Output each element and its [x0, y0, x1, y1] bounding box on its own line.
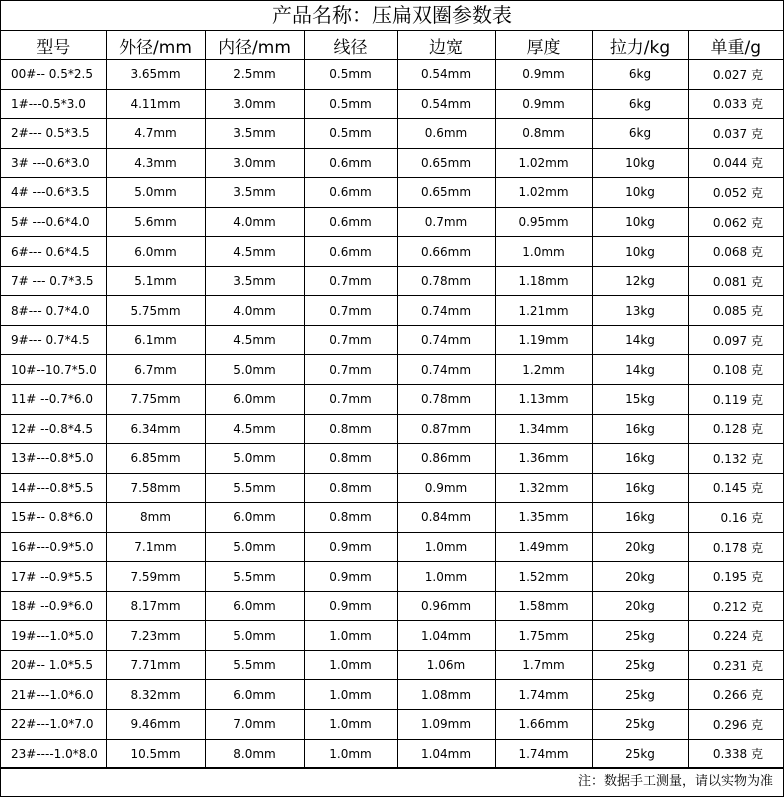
cell-wire-diameter: 1.0mm	[304, 739, 397, 769]
cell-model: 14#---0.8*5.5	[1, 473, 106, 503]
cell-tension: 20kg	[592, 562, 688, 592]
table-row	[1, 89, 783, 119]
cell-outer-diameter: 4.11mm	[106, 89, 205, 119]
cell-thickness: 1.7mm	[495, 650, 592, 680]
cell-tension: 6kg	[592, 60, 688, 90]
table-row	[1, 178, 783, 208]
cell-unit-weight: 0.081 克	[688, 266, 783, 296]
cell-unit-weight: 0.132 克	[688, 444, 783, 474]
cell-edge-width: 1.09mm	[397, 710, 495, 740]
cell-wire-diameter: 0.7mm	[304, 325, 397, 355]
cell-tension: 12kg	[592, 266, 688, 296]
cell-edge-width: 0.65mm	[397, 178, 495, 208]
cell-inner-diameter: 6.0mm	[205, 503, 304, 533]
cell-outer-diameter: 4.7mm	[106, 119, 205, 149]
cell-wire-diameter: 1.0mm	[304, 650, 397, 680]
cell-tension: 16kg	[592, 473, 688, 503]
cell-wire-diameter: 1.0mm	[304, 621, 397, 651]
header-thickness: 厚度	[495, 31, 592, 60]
cell-tension: 14kg	[592, 325, 688, 355]
cell-tension: 25kg	[592, 710, 688, 740]
cell-edge-width: 0.7mm	[397, 207, 495, 237]
cell-unit-weight: 0.195 克	[688, 562, 783, 592]
table-row	[1, 355, 783, 385]
cell-wire-diameter: 0.5mm	[304, 89, 397, 119]
cell-unit-weight: 0.085 克	[688, 296, 783, 326]
cell-thickness: 0.95mm	[495, 207, 592, 237]
cell-unit-weight: 0.178 克	[688, 532, 783, 562]
cell-inner-diameter: 3.5mm	[205, 119, 304, 149]
cell-edge-width: 0.87mm	[397, 414, 495, 444]
cell-thickness: 0.9mm	[495, 60, 592, 90]
cell-unit-weight: 0.145 克	[688, 473, 783, 503]
cell-model: 13#---0.8*5.0	[1, 444, 106, 474]
cell-model: 5# ---0.6*4.0	[1, 207, 106, 237]
cell-unit-weight: 0.044 克	[688, 148, 783, 178]
cell-outer-diameter: 7.58mm	[106, 473, 205, 503]
cell-edge-width: 0.74mm	[397, 355, 495, 385]
cell-edge-width: 0.9mm	[397, 473, 495, 503]
table-row	[1, 296, 783, 326]
cell-tension: 14kg	[592, 355, 688, 385]
cell-edge-width: 0.54mm	[397, 60, 495, 90]
cell-inner-diameter: 5.0mm	[205, 532, 304, 562]
cell-wire-diameter: 0.6mm	[304, 237, 397, 267]
cell-edge-width: 0.54mm	[397, 89, 495, 119]
cell-tension: 16kg	[592, 503, 688, 533]
header-tension: 拉力/kg	[592, 31, 688, 60]
cell-inner-diameter: 4.5mm	[205, 414, 304, 444]
cell-unit-weight: 0.037 克	[688, 119, 783, 149]
table-row	[1, 148, 783, 178]
cell-outer-diameter: 6.1mm	[106, 325, 205, 355]
cell-outer-diameter: 5.6mm	[106, 207, 205, 237]
table-row	[1, 503, 783, 533]
cell-wire-diameter: 0.9mm	[304, 591, 397, 621]
cell-model: 21#---1.0*6.0	[1, 680, 106, 710]
cell-edge-width: 0.78mm	[397, 385, 495, 415]
cell-thickness: 1.49mm	[495, 532, 592, 562]
cell-model: 22#---1.0*7.0	[1, 710, 106, 740]
cell-unit-weight: 0.266 克	[688, 680, 783, 710]
cell-model: 16#---0.9*5.0	[1, 532, 106, 562]
cell-edge-width: 0.86mm	[397, 444, 495, 474]
cell-inner-diameter: 3.0mm	[205, 89, 304, 119]
cell-unit-weight: 0.16 克	[688, 503, 783, 533]
cell-thickness: 1.02mm	[495, 178, 592, 208]
cell-model: 10#--10.7*5.0	[1, 355, 106, 385]
cell-thickness: 1.74mm	[495, 680, 592, 710]
cell-outer-diameter: 9.46mm	[106, 710, 205, 740]
cell-outer-diameter: 3.65mm	[106, 60, 205, 90]
cell-wire-diameter: 0.9mm	[304, 532, 397, 562]
cell-unit-weight: 0.119 克	[688, 385, 783, 415]
cell-wire-diameter: 0.5mm	[304, 119, 397, 149]
cell-edge-width: 0.84mm	[397, 503, 495, 533]
cell-model: 2#--- 0.5*3.5	[1, 119, 106, 149]
cell-tension: 15kg	[592, 385, 688, 415]
cell-wire-diameter: 0.7mm	[304, 355, 397, 385]
cell-inner-diameter: 6.0mm	[205, 680, 304, 710]
cell-inner-diameter: 5.0mm	[205, 444, 304, 474]
cell-outer-diameter: 8.17mm	[106, 591, 205, 621]
cell-tension: 10kg	[592, 148, 688, 178]
table-row	[1, 650, 783, 680]
cell-wire-diameter: 0.8mm	[304, 473, 397, 503]
table-row	[1, 739, 783, 769]
cell-outer-diameter: 8.32mm	[106, 680, 205, 710]
cell-edge-width: 0.96mm	[397, 591, 495, 621]
sheet-title: 产品名称：压扁双圈参数表	[1, 1, 783, 31]
cell-thickness: 1.21mm	[495, 296, 592, 326]
cell-unit-weight: 0.338 克	[688, 739, 783, 769]
cell-tension: 25kg	[592, 621, 688, 651]
table-row	[1, 444, 783, 474]
cell-unit-weight: 0.052 克	[688, 178, 783, 208]
cell-outer-diameter: 7.71mm	[106, 650, 205, 680]
table-row	[1, 119, 783, 149]
cell-thickness: 0.9mm	[495, 89, 592, 119]
cell-thickness: 1.66mm	[495, 710, 592, 740]
table-body	[1, 60, 783, 769]
cell-inner-diameter: 4.5mm	[205, 325, 304, 355]
cell-tension: 25kg	[592, 650, 688, 680]
cell-thickness: 1.32mm	[495, 473, 592, 503]
cell-outer-diameter: 7.59mm	[106, 562, 205, 592]
cell-wire-diameter: 0.9mm	[304, 562, 397, 592]
cell-outer-diameter: 7.75mm	[106, 385, 205, 415]
cell-model: 1#---0.5*3.0	[1, 89, 106, 119]
cell-wire-diameter: 0.6mm	[304, 148, 397, 178]
cell-thickness: 1.35mm	[495, 503, 592, 533]
header-inner-diameter: 内径/mm	[205, 31, 304, 60]
cell-inner-diameter: 5.0mm	[205, 355, 304, 385]
cell-unit-weight: 0.062 克	[688, 207, 783, 237]
cell-unit-weight: 0.108 克	[688, 355, 783, 385]
cell-outer-diameter: 4.3mm	[106, 148, 205, 178]
cell-tension: 20kg	[592, 532, 688, 562]
cell-thickness: 1.74mm	[495, 739, 592, 769]
cell-outer-diameter: 7.23mm	[106, 621, 205, 651]
cell-inner-diameter: 2.5mm	[205, 60, 304, 90]
cell-outer-diameter: 5.75mm	[106, 296, 205, 326]
cell-model: 15#-- 0.8*6.0	[1, 503, 106, 533]
table-row	[1, 60, 783, 90]
cell-thickness: 1.58mm	[495, 591, 592, 621]
cell-edge-width: 1.04mm	[397, 621, 495, 651]
header-edge-width: 边宽	[397, 31, 495, 60]
cell-inner-diameter: 3.0mm	[205, 148, 304, 178]
measurement-note: 注：数据手工测量，请以实物为准	[1, 767, 783, 796]
header-wire-diameter: 线径	[304, 31, 397, 60]
cell-model: 8#--- 0.7*4.0	[1, 296, 106, 326]
cell-thickness: 1.75mm	[495, 621, 592, 651]
cell-inner-diameter: 5.5mm	[205, 473, 304, 503]
cell-thickness: 1.36mm	[495, 444, 592, 474]
cell-tension: 13kg	[592, 296, 688, 326]
cell-edge-width: 1.0mm	[397, 532, 495, 562]
cell-edge-width: 0.74mm	[397, 325, 495, 355]
cell-wire-diameter: 0.5mm	[304, 60, 397, 90]
cell-edge-width: 0.66mm	[397, 237, 495, 267]
cell-edge-width: 1.08mm	[397, 680, 495, 710]
cell-inner-diameter: 4.0mm	[205, 207, 304, 237]
cell-edge-width: 1.06m	[397, 650, 495, 680]
cell-model: 9#--- 0.7*4.5	[1, 325, 106, 355]
table-row	[1, 621, 783, 651]
cell-inner-diameter: 8.0mm	[205, 739, 304, 769]
table-row	[1, 473, 783, 503]
cell-unit-weight: 0.068 克	[688, 237, 783, 267]
cell-unit-weight: 0.033 克	[688, 89, 783, 119]
cell-tension: 16kg	[592, 414, 688, 444]
cell-tension: 16kg	[592, 444, 688, 474]
table-row	[1, 385, 783, 415]
table-row	[1, 532, 783, 562]
cell-edge-width: 1.0mm	[397, 562, 495, 592]
cell-model: 20#-- 1.0*5.5	[1, 650, 106, 680]
cell-outer-diameter: 6.7mm	[106, 355, 205, 385]
cell-wire-diameter: 0.7mm	[304, 385, 397, 415]
cell-tension: 6kg	[592, 89, 688, 119]
table-row	[1, 562, 783, 592]
table-row	[1, 414, 783, 444]
cell-outer-diameter: 6.34mm	[106, 414, 205, 444]
cell-wire-diameter: 0.6mm	[304, 178, 397, 208]
cell-tension: 6kg	[592, 119, 688, 149]
cell-inner-diameter: 5.0mm	[205, 621, 304, 651]
cell-outer-diameter: 10.5mm	[106, 739, 205, 769]
cell-model: 11# --0.7*6.0	[1, 385, 106, 415]
cell-inner-diameter: 3.5mm	[205, 178, 304, 208]
cell-thickness: 1.52mm	[495, 562, 592, 592]
table-row	[1, 591, 783, 621]
cell-model: 7# --- 0.7*3.5	[1, 266, 106, 296]
cell-model: 18# --0.9*6.0	[1, 591, 106, 621]
cell-tension: 10kg	[592, 237, 688, 267]
cell-thickness: 1.2mm	[495, 355, 592, 385]
cell-wire-diameter: 1.0mm	[304, 680, 397, 710]
cell-thickness: 1.13mm	[495, 385, 592, 415]
cell-edge-width: 1.04mm	[397, 739, 495, 769]
cell-model: 12# --0.8*4.5	[1, 414, 106, 444]
cell-model: 17# --0.9*5.5	[1, 562, 106, 592]
cell-wire-diameter: 0.8mm	[304, 503, 397, 533]
cell-wire-diameter: 1.0mm	[304, 710, 397, 740]
header-unit-weight: 单重/g	[688, 31, 783, 60]
cell-unit-weight: 0.128 克	[688, 414, 783, 444]
cell-tension: 10kg	[592, 207, 688, 237]
cell-inner-diameter: 5.5mm	[205, 562, 304, 592]
cell-tension: 25kg	[592, 739, 688, 769]
cell-outer-diameter: 6.0mm	[106, 237, 205, 267]
cell-unit-weight: 0.296 克	[688, 710, 783, 740]
cell-unit-weight: 0.231 克	[688, 650, 783, 680]
cell-model: 6#--- 0.6*4.5	[1, 237, 106, 267]
cell-outer-diameter: 8mm	[106, 503, 205, 533]
cell-tension: 20kg	[592, 591, 688, 621]
cell-model: 4# ---0.6*3.5	[1, 178, 106, 208]
cell-inner-diameter: 7.0mm	[205, 710, 304, 740]
cell-edge-width: 0.78mm	[397, 266, 495, 296]
table-row	[1, 680, 783, 710]
table-row	[1, 325, 783, 355]
cell-wire-diameter: 0.7mm	[304, 296, 397, 326]
cell-thickness: 1.34mm	[495, 414, 592, 444]
cell-unit-weight: 0.224 克	[688, 621, 783, 651]
cell-wire-diameter: 0.6mm	[304, 207, 397, 237]
cell-tension: 25kg	[592, 680, 688, 710]
cell-wire-diameter: 0.8mm	[304, 444, 397, 474]
cell-inner-diameter: 6.0mm	[205, 385, 304, 415]
parameter-table	[1, 31, 783, 769]
cell-edge-width: 0.6mm	[397, 119, 495, 149]
cell-wire-diameter: 0.8mm	[304, 414, 397, 444]
cell-model: 00#-- 0.5*2.5	[1, 60, 106, 90]
header-row	[1, 31, 783, 60]
cell-unit-weight: 0.027 克	[688, 60, 783, 90]
cell-edge-width: 0.65mm	[397, 148, 495, 178]
table-row	[1, 207, 783, 237]
cell-inner-diameter: 4.0mm	[205, 296, 304, 326]
cell-wire-diameter: 0.7mm	[304, 266, 397, 296]
cell-thickness: 0.8mm	[495, 119, 592, 149]
cell-edge-width: 0.74mm	[397, 296, 495, 326]
cell-thickness: 1.02mm	[495, 148, 592, 178]
cell-thickness: 1.19mm	[495, 325, 592, 355]
cell-outer-diameter: 7.1mm	[106, 532, 205, 562]
cell-inner-diameter: 6.0mm	[205, 591, 304, 621]
cell-model: 3# ---0.6*3.0	[1, 148, 106, 178]
cell-unit-weight: 0.212 克	[688, 591, 783, 621]
cell-thickness: 1.0mm	[495, 237, 592, 267]
cell-outer-diameter: 6.85mm	[106, 444, 205, 474]
cell-outer-diameter: 5.0mm	[106, 178, 205, 208]
cell-inner-diameter: 4.5mm	[205, 237, 304, 267]
cell-model: 23#----1.0*8.0	[1, 739, 106, 769]
cell-inner-diameter: 5.5mm	[205, 650, 304, 680]
table-row	[1, 266, 783, 296]
header-model: 型号	[1, 31, 106, 60]
cell-thickness: 1.18mm	[495, 266, 592, 296]
table-row	[1, 710, 783, 740]
header-outer-diameter: 外径/mm	[106, 31, 205, 60]
cell-unit-weight: 0.097 克	[688, 325, 783, 355]
cell-inner-diameter: 3.5mm	[205, 266, 304, 296]
cell-tension: 10kg	[592, 178, 688, 208]
table-row	[1, 237, 783, 267]
cell-outer-diameter: 5.1mm	[106, 266, 205, 296]
cell-model: 19#---1.0*5.0	[1, 621, 106, 651]
